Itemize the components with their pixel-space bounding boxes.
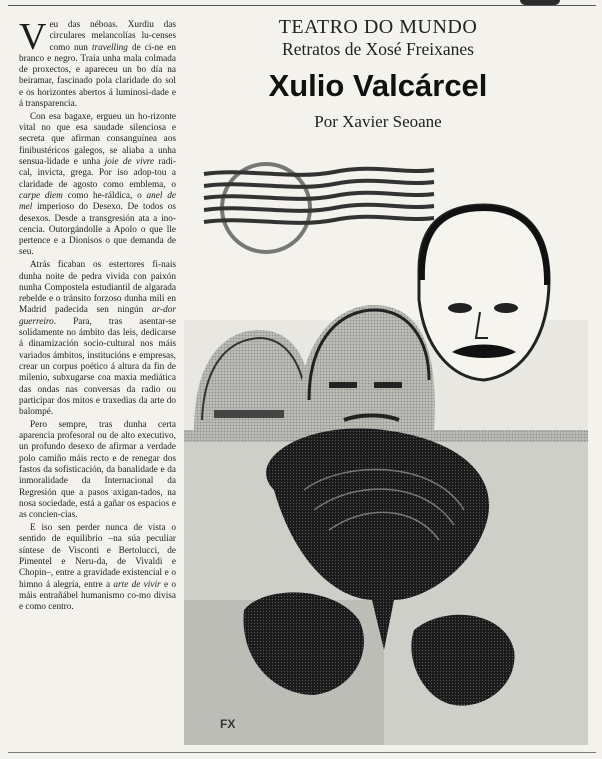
byline: Por Xavier Seoane <box>314 112 442 131</box>
italic-phrase: joie de vivre <box>104 157 155 168</box>
series-title: TEATRO DO MUNDO <box>278 16 478 38</box>
italic-phrase: ar-dor guerreiro <box>19 305 176 327</box>
text-run: E iso sen perder nunca de vista o sentido de equilibrio –na súa peculiar síntese de Visconti e Bertolucci, de Pimentel e Neru-da, de Vivaldi e Chopin–, entre a gravidade existencial e o himno á alegría, entre a <box>19 523 176 590</box>
paragraph-1 <box>19 16 176 110</box>
italic-phrase: anel de mel <box>19 190 177 213</box>
paragraph-4 <box>19 420 176 522</box>
text-run: Con esa bagaxe, ergueu un ho-rizonte vital no que esa saudade silenciosa e secreta que afirman consanguínea aos finibustéricos galegos, se aliaba a unha sensua-lidade e unha <box>19 111 176 168</box>
text-run: Pero sempre, tras dunha certa aparencia profesoral ou de alto executivo, un profundo desexo de afirmar a verdade polo camiño máis recto e de renegar dos fastos da sofisticación, da banalidade e da inmoralidade da Internacional da Regresión que a pasos axigan-tados, na nosa sociedade, está a gañar os espacios e as concien-cias. <box>19 419 176 521</box>
bottom-rule <box>8 752 596 753</box>
series-subtitle: Retratos de Xosé Freixanes <box>282 39 474 59</box>
italic-phrase: arte de vivir <box>113 579 161 590</box>
paragraph-3 <box>19 260 176 418</box>
article-column <box>19 16 177 615</box>
text-run: e o máis entrañábel humanismo co-mo divisa e como centro. <box>19 579 176 613</box>
italic-phrase: travelling <box>91 42 128 53</box>
illustration <box>184 130 588 745</box>
italic-phrase: carpe diem <box>19 190 63 201</box>
article-title: Xulio Valcárcel <box>268 68 488 103</box>
paragraph-5 <box>19 523 176 613</box>
drop-cap: V <box>19 16 47 58</box>
top-rule <box>8 5 596 6</box>
artist-signature: FX <box>220 717 236 731</box>
text-run: radi-cal, invicta, grega. Por iso adop-tou a claridade de agosto como emblema, o <box>19 157 176 190</box>
article-header <box>228 16 528 132</box>
text-run: imperioso do Desexo. De todos os desexos. Desde a transgresión ata a ino-cencia. Outorgándolle a Apolo o que lle pertence e a Dionisos o que demanda de seu. <box>19 202 176 258</box>
text-run: de ci-ne en branco e negro. Traía unha mala colmada de proxectos, e apareceu un bo día na beiramar, fascinado pola claridade do sol e os horizontes abertos á luminosi-dade e á transparencia. <box>19 42 176 110</box>
text-run: eu das néboas. Xurdiu das circulares melancolías lu-censes como nun <box>49 20 176 53</box>
text-run: Atrás ficaban os estertores fi-nais dunha noite de pedra vivida con paixón nunha Compostela estudiantil de algarada rebelde e o tránsito forzoso dunha mili en Madrid padecida sen ningún <box>19 260 176 316</box>
text-run: . Para, tras asentar-se solidamente no ámbito das leis, dedicarse á dinamización socio-cultural nos máis variados ámbitos, institucións e empresas, crear un corpus poético á altura da fin de milenio, subxugarse coa maxia mediática das ondas nas conversas da radio ou participar dos mitos e traxedias da arte do balompé. <box>19 316 176 418</box>
wave-stripes <box>204 169 434 223</box>
head-right <box>419 205 549 380</box>
paragraph-2 <box>19 112 176 259</box>
text-run: como he-ráldica, o <box>62 190 147 201</box>
